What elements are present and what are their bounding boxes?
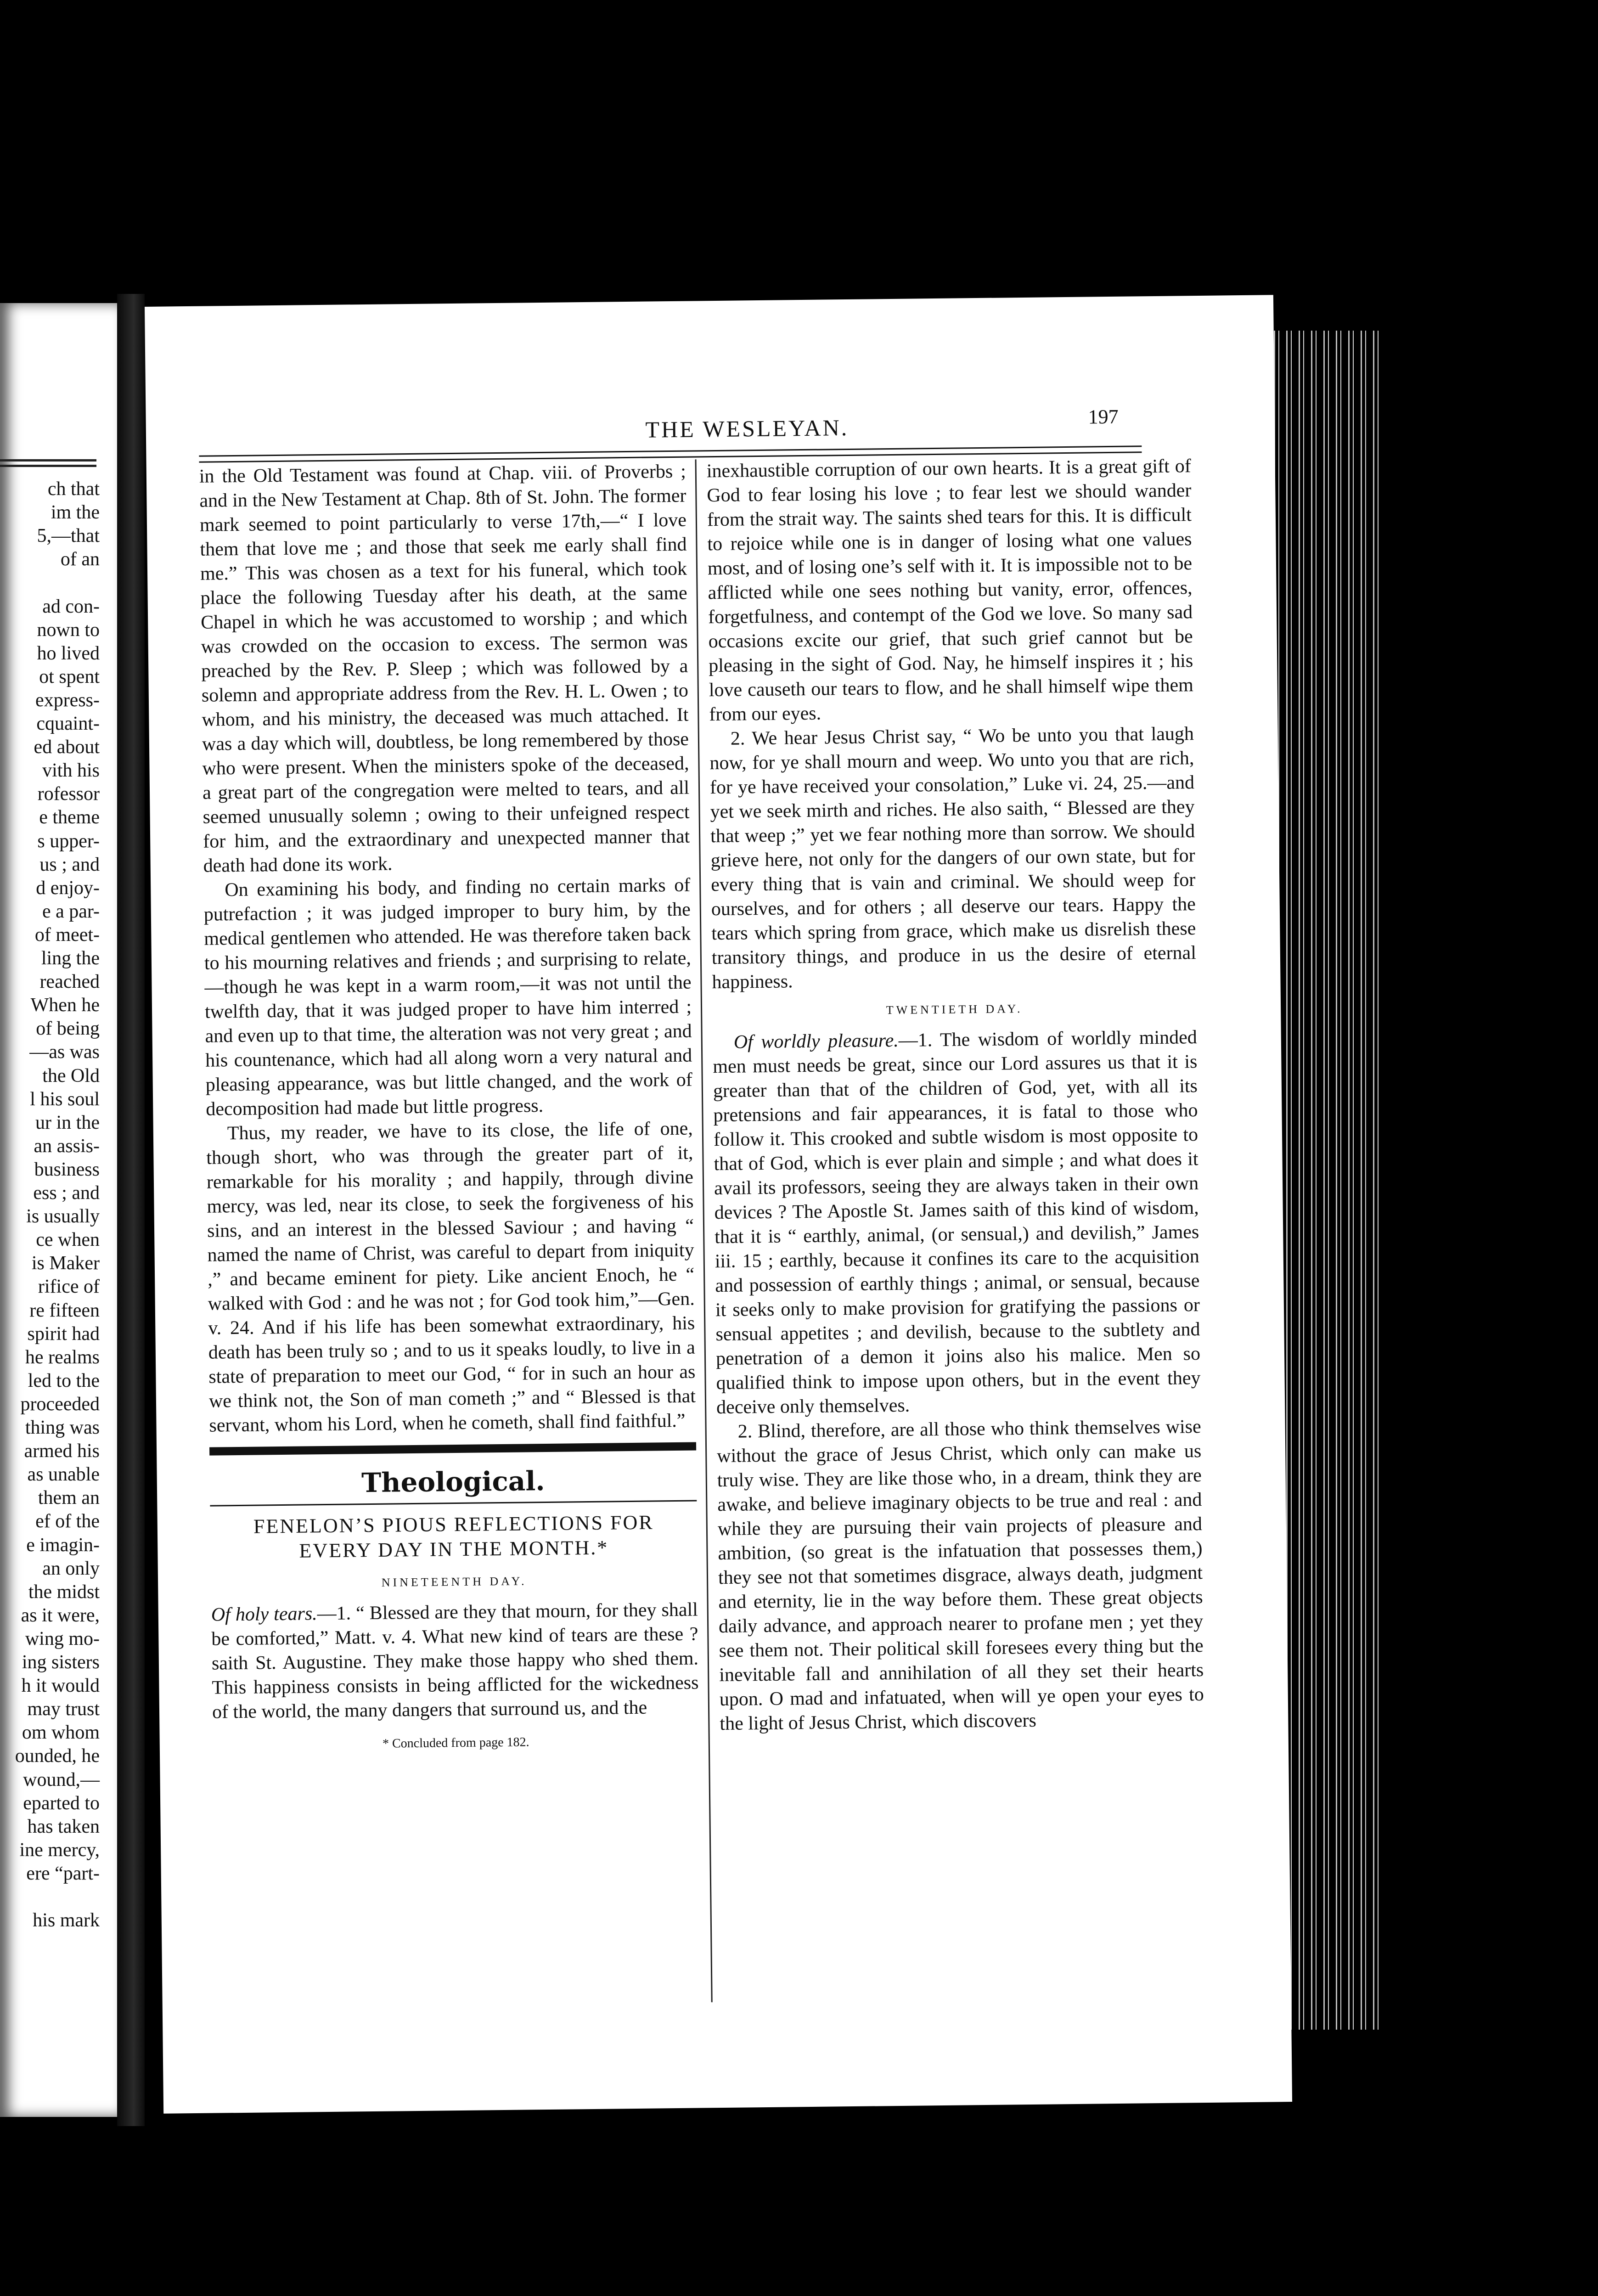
facing-page-line: thing was xyxy=(25,1417,100,1438)
facing-page-fragment xyxy=(0,303,117,2117)
facing-page-line: us ; and xyxy=(39,854,100,875)
facing-page-line: ounded, he xyxy=(15,1745,100,1767)
facing-page-line: ine mercy, xyxy=(19,1839,100,1861)
facing-page-line: of being xyxy=(36,1018,100,1040)
facing-page-line: an assis- xyxy=(34,1135,100,1157)
facing-page-line: spirit had xyxy=(27,1323,100,1345)
facing-page-line: e a par- xyxy=(42,900,100,922)
facing-page-line: has taken xyxy=(27,1816,100,1837)
facing-page-line: im the xyxy=(51,502,100,523)
facing-page-line: business xyxy=(34,1159,100,1180)
facing-page-line: rifice of xyxy=(38,1276,100,1298)
twentieth-day-lead: Of worldly pleasure. xyxy=(733,1030,899,1053)
left-paragraph-1: in the Old Testament was found at Chap. viii. of Proverbs ; and in the New Testament at Chap. 8th of St. John. The former mark seemed to point particularly to verse 17th,—“ I love them that love me ; and those that seek me early shall find me.” This was chosen as a text for his funeral, which took place the following Tuesday after his death, at the same Chapel in which he was accustomed to worship ; and which was crowded on the occasion to excess. The sermon was preached by the Rev. P. Sleep ; which was followed by a solemn and appropriate address from the Rev. H. L. Owen ; to whom, and his ministry, the deceased was much attached. It was a day which will, doubtless, be long remembered by those who were present. When the ministers spoke of the deceased, a great part of the congregation were melted to tears, and all seemed unusually solemn ; owing to their unfeigned respect for him, and the extraordinary and unexpected manner that death had done its work. xyxy=(199,461,690,877)
right-paragraph-2: 2. We hear Jesus Christ say, “ Wo be unto you that laugh now, for ye shall mourn and weep. Wo unto you that are rich, for ye have received your consolation,” Luke vi. 24, 25.—and yet we seek mirth and riches. He also saith, “ Blessed are they that weep ;” yet we fear nothing more than sorrow. We should grieve here, not only for the dangers of our own state, but for every thing that is vain and criminal. We should weep for ourselves, and for others ; all deserve our tears. Happy the tears which spring from grace, which make us disrelish these transitory things, and produce in us the desire of eternal happiness. xyxy=(709,723,1197,993)
day-heading-twentieth: TWENTIETH DAY. xyxy=(886,1002,1023,1017)
facing-page-line: e imagin- xyxy=(26,1534,100,1556)
section-heading: Theological. xyxy=(361,1465,545,1499)
facing-page-line: ch that xyxy=(47,478,100,500)
right-column xyxy=(707,454,1204,1736)
publication-title: THE WESLEYAN. xyxy=(645,414,849,443)
facing-page-line: ling the xyxy=(41,948,100,969)
facing-page-line: ho lived xyxy=(37,642,100,664)
nineteenth-day-body: —1. “ Blessed are they that mourn, for they shall be comforted,” Matt. v. 4. What new kind of tears are these ? saith St. Augustine. They make those happy who shed them. This happiness consists in being afflicted for the wickedness of the world, the many dangers that surround us, and the xyxy=(211,1599,699,1723)
facing-page-line: e theme xyxy=(39,807,100,828)
facing-page-line: his mark xyxy=(33,1910,100,1931)
facing-page-line: an only xyxy=(42,1558,100,1579)
facing-page-rule xyxy=(0,465,96,467)
facing-page-line: eparted to xyxy=(23,1792,100,1814)
facing-page-line: ad con- xyxy=(42,596,100,617)
facing-page-line: When he xyxy=(30,995,100,1016)
section-rule xyxy=(209,1442,696,1456)
footnote: * Concluded from page 182. xyxy=(382,1735,529,1751)
facing-page-line: express- xyxy=(35,689,100,711)
facing-page-line: ot spent xyxy=(39,666,100,687)
twentieth-day-text xyxy=(713,1025,1201,1420)
facing-page-line: om whom xyxy=(22,1722,100,1744)
facing-page-line: s upper- xyxy=(37,830,100,852)
facing-page-line: vith his xyxy=(42,760,100,782)
facing-page-rule xyxy=(0,459,96,461)
facing-page-line: wing mo- xyxy=(25,1628,100,1649)
facing-page-line: the midst xyxy=(28,1581,100,1603)
facing-page-line: as unable xyxy=(27,1464,100,1486)
facing-page-line: cquaint- xyxy=(36,713,100,734)
left-paragraph-3: Thus, my reader, we have to its close, the life of one, though short, who was through the greater part of it, remarkable for his morality ; and happily, through divine mercy, was led, near its close, to seek the forgiveness of his sins, and an interest in the blessed Saviour ; and having “ named the name of Christ, was careful to depart from iniquity ,” and became eminent for piety. Like ancient Enoch, he “ walked with God : and he was not ; for God took him,”—Gen. v. 24. And if his life has been somewhat extraordinary, his death has been truly so ; and to us it speaks loudly, to live in a state of preparation to meet our God, “ for in such an hour as we think not, the Son of man cometh ;” and “ Blessed is that servant, whom his Lord, when he cometh, shall find faithful.” xyxy=(206,1118,696,1436)
nineteenth-day-text xyxy=(211,1598,699,1725)
nineteenth-day-lead: Of holy tears. xyxy=(211,1603,317,1626)
facing-page-line: the Old xyxy=(42,1065,100,1086)
facing-page-line: wound,— xyxy=(23,1769,100,1790)
book-gutter xyxy=(117,294,145,2126)
facing-page-line: rofessor xyxy=(37,783,100,805)
right-paragraph-last: 2. Blind, therefore, are all those who think themselves wise without the grace of Jesus Christ, which only can make us truly wise. They are like those who, in a dream, think they are awake, and believe imaginary objects to be true and real : and while they are pursuing their vain projects of pleasure and ambition, (so great is the infatuation that possesses them,) they see not that sometimes disgrace, always death, judgment and eternity, lie in the way before them. These great objects daily advance, and approach nearer to profane men ; yet they see them not. Their political skill foresees every thing but the inevitable fall and annihilation of all they set their hearts upon. O mad and infatuated, when will ye open your eyes to the light of Jesus Christ, which discovers xyxy=(717,1416,1204,1735)
facing-page-line: ce when xyxy=(36,1229,100,1251)
facing-page-line: h it would xyxy=(21,1675,100,1697)
facing-page-line: as it were, xyxy=(21,1604,100,1626)
page xyxy=(145,295,1292,2114)
facing-page-line: is usually xyxy=(26,1206,100,1227)
facing-page-line: nown to xyxy=(37,619,100,641)
facing-page-line: ess ; and xyxy=(33,1182,100,1204)
facing-page-line: of meet- xyxy=(34,924,100,945)
facing-page-line: re fifteen xyxy=(29,1300,100,1321)
page-number: 197 xyxy=(1088,405,1119,428)
facing-page-line: ef of the xyxy=(35,1511,100,1532)
heading-rule xyxy=(210,1500,697,1507)
facing-page-line: ed about xyxy=(34,737,100,758)
facing-page-line: l his soul xyxy=(30,1088,100,1110)
facing-page-line: is Maker xyxy=(31,1253,100,1274)
facing-page-line: 5,—that xyxy=(37,525,100,547)
facing-page-line: ur in the xyxy=(35,1112,100,1133)
twentieth-day-body: —1. The wisdom of worldly minded men must needs be great, since our Lord assures us that it is greater than that of the children of God, yet, with all its pretensions and fair appearances, it is fatal to those who follow it. This crooked and subtle wisdom is most opposite to that of God, which is ever plain and simple ; and what does it avail its professors, seeing they are always taken in their own devices ? The Apostle St. James saith of this kind of wisdom, that it is “ earthly, animal, (or sensual,) and devilish,” James iii. 15 ; earthly, because it confines its care to the acquisition and possession of earthly things ; animal, or sensual, because it seeks only to make provision for gratifying the passions or sensual appetites ; and devilish, because to the subtlety and penetration of a demon it joins also his malice. Men so qualified think to impose upon others, but in the event they deceive only themselves. xyxy=(713,1027,1201,1418)
facing-page-line: he realms xyxy=(25,1346,100,1368)
left-paragraph-2: On examining his body, and finding no certain marks of putrefaction ; it was judged improper to bury him, by the medical gentlemen who attended. He was therefore taken back to his mourning relatives and friends ; and surprising to relate,—though he was kept in a warm room,—it was not until the twelfth day, that it was judged proper to have him interred ; and even up to that time, the alteration was not very great ; and his countenance, which had all along worn a very natural and pleasing appearance, was but little changed, and the work of decomposition had made but little progress. xyxy=(203,874,692,1120)
facing-page-line: may trust xyxy=(27,1699,100,1720)
day-heading-nineteenth: NINETEENTH DAY. xyxy=(381,1574,527,1589)
facing-page-line: ere “part- xyxy=(26,1863,100,1884)
facing-page-line: —as was xyxy=(29,1041,100,1063)
facing-page-line: ing sisters xyxy=(22,1652,100,1673)
facing-page-line: reached xyxy=(39,971,100,993)
left-column xyxy=(199,460,699,1755)
facing-page-line: armed his xyxy=(24,1441,100,1462)
article-title: FENELON’S PIOUS REFLECTIONS FOR EVERY DAY IN THE MONTH.* xyxy=(253,1511,654,1562)
facing-page-line: of an xyxy=(60,549,100,570)
facing-page-line: proceeded xyxy=(20,1393,100,1415)
facing-page-line: led to the xyxy=(28,1370,100,1391)
facing-page-line: d enjoy- xyxy=(36,877,100,899)
right-paragraph-1: inexhaustible corruption of our own hearts. It is a great gift of God to fear losing his love ; to fear lest we should wander from the strait way. The saints shed tears for this. It is difficult to rejoice while one is in danger of losing what one values most, and of losing one’s self with it. It is impossible not to be afflicted while one sees nothing but vanity, error, offences, forgetfulness, and contempt of the God we love. So many sad occasions excite our grief, that such grief cannot but be pleasing in the sight of God. Nay, he himself inspires it ; his love causeth our tears to flow, and he shall himself wipe them from our eyes. xyxy=(706,456,1193,726)
facing-page-line: them an xyxy=(38,1487,100,1509)
